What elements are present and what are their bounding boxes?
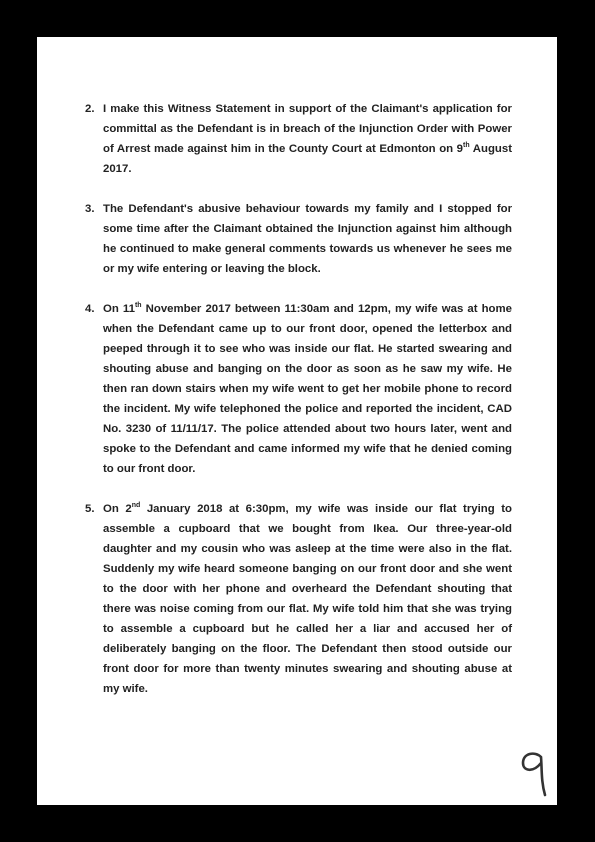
text-run: November 2017 between 11:30am and 12pm, my wife was at home when the Defendant came up to our front door, opened the letterbox and peeped through it to see who was inside our flat. He started swearing and shouting abuse and banging on the door as soon as he saw my wife. He then ran down stairs when my wife went to get her mobile phone to record the incident. My wife telephoned the police and reported the incident, CAD No. 3230 of 11/11/17. The police attended about two hours later, went and spoke to the Defendant and came informed my wife that he denied coming to our front door.	[103, 303, 512, 475]
item-number: 5.	[85, 503, 95, 515]
statement-item	[85, 299, 512, 479]
item-text	[103, 99, 512, 179]
ordinal-suffix: th	[463, 142, 470, 150]
statement-item	[85, 199, 512, 279]
statement-item	[85, 99, 512, 179]
document-page	[37, 37, 557, 805]
text-run: The Defendant's abusive behaviour towards my family and I stopped for some time after the Claimant obtained the Injunction against him although he continued to make general comments towards us whenever he sees me or my wife entering or leaving the block.	[103, 203, 512, 275]
item-text	[103, 499, 512, 699]
statement-item	[85, 499, 512, 699]
item-number: 4.	[85, 303, 95, 315]
item-text	[103, 299, 512, 479]
text-run: August 2017.	[103, 143, 512, 175]
statement-items	[85, 99, 512, 719]
text-run: January 2018 at 6:30pm, my wife was inside our flat trying to assemble a cupboard that we bought from Ikea. Our three-year-old daughter and my cousin who was asleep at the time were also in the flat. Suddenly my wife heard someone banging on our front door and she went to the door with her phone and overheard the Defendant shouting that there was noise coming from our flat. My wife told him that she was trying to assemble a cupboard but he called her a liar and accused her of deliberately banging on the floor. The Defendant then stood outside our front door for more than twenty minutes swearing and shouting abuse at my wife.	[103, 503, 512, 695]
item-number: 2.	[85, 103, 95, 115]
text-run: On 11	[103, 303, 135, 315]
ordinal-suffix: th	[134, 302, 142, 310]
text-run: I make this Witness Statement in support of the Claimant's application for committal as the Defendant is in breach of the Injunction Order with Power of Arrest made against him in the County Court at Edmonton on 9	[103, 103, 512, 155]
ordinal-suffix: nd	[131, 502, 141, 510]
item-text	[103, 199, 512, 279]
text-run: On 2	[103, 503, 132, 515]
handwritten-page-number	[515, 747, 555, 799]
item-number: 3.	[85, 203, 95, 215]
